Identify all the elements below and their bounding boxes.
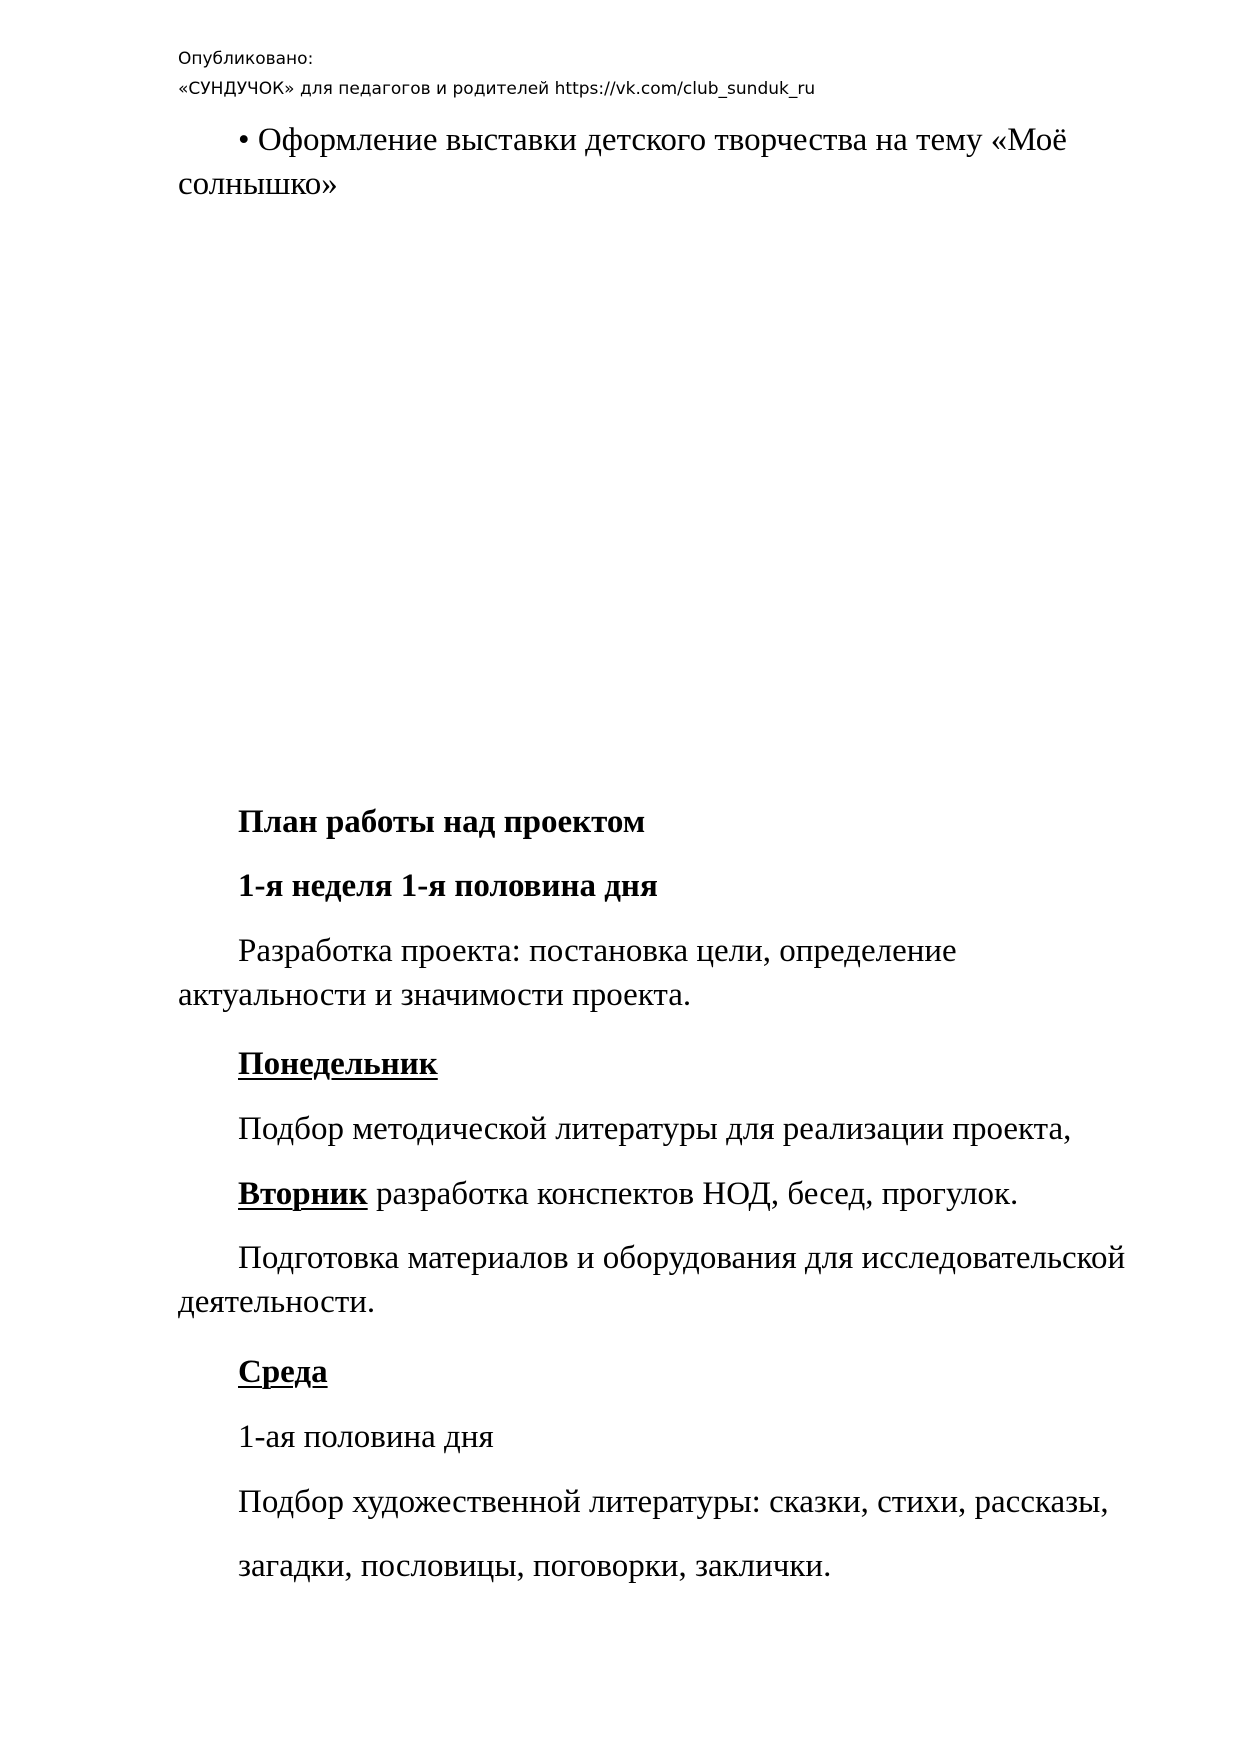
development-line1: Разработка проекта: постановка цели, определение bbox=[238, 933, 957, 969]
publisher-line: «СУНДУЧОК» для педагогов и родителей https://vk.com/club_sunduk_ru bbox=[178, 79, 816, 99]
plan-title: План работы над проектом bbox=[238, 804, 646, 840]
tuesday-label: Вторник bbox=[238, 1176, 368, 1212]
exhibition-text-line2: солнышко» bbox=[178, 166, 338, 202]
fiction-line1: Подбор художественной литературы: сказки, стихи, рассказы, bbox=[238, 1484, 1109, 1520]
preparation-line1: Подготовка материалов и оборудования для исследовательской bbox=[238, 1240, 1126, 1276]
week-heading: 1-я неделя 1-я половина дня bbox=[238, 868, 658, 904]
bullet-glyph: • bbox=[238, 122, 250, 158]
exhibition-text-line1: Оформление выставки детского творчества на тему «Моё bbox=[257, 122, 1067, 158]
monday-text: Подбор методической литературы для реализации проекта, bbox=[238, 1111, 1072, 1147]
exhibition-bullet bbox=[178, 118, 1158, 206]
development-paragraph bbox=[178, 929, 1158, 1017]
preparation-paragraph bbox=[178, 1236, 1158, 1324]
wednesday-label: Среда bbox=[238, 1354, 328, 1390]
monday-heading bbox=[178, 1042, 1158, 1086]
fiction-line2: загадки, пословицы, поговорки, заклички. bbox=[238, 1548, 832, 1584]
monday-label: Понедельник bbox=[238, 1046, 438, 1082]
tuesday-text: разработка конспектов НОД, бесед, прогулок. bbox=[367, 1176, 1019, 1212]
wednesday-heading bbox=[178, 1350, 1158, 1394]
tuesday-paragraph bbox=[178, 1172, 1158, 1216]
publication-header bbox=[178, 44, 815, 104]
half-day-text: 1-ая половина дня bbox=[238, 1419, 494, 1455]
published-label: Опубликовано: bbox=[178, 49, 314, 69]
development-line2: актуальности и значимости проекта. bbox=[178, 977, 692, 1013]
preparation-line2: деятельности. bbox=[178, 1284, 376, 1320]
